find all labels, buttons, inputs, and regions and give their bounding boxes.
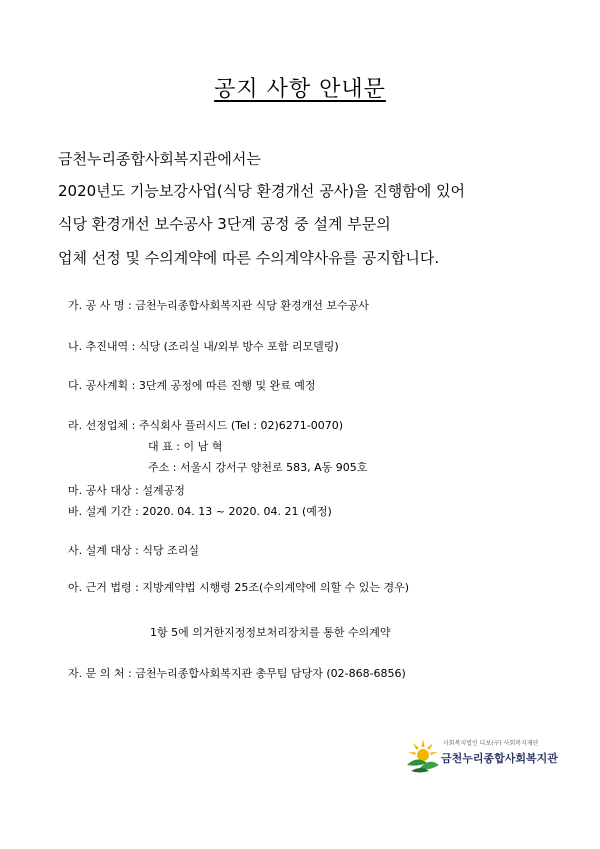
item-design-target: 사. 설계 대상 : 식당 조리실 (68, 544, 199, 557)
item-legal-basis-detail: 1항 5에 의거한지정정보처리장치를 통한 수의계약 (150, 626, 391, 639)
item-construction-name: 가. 공 사 명 : 금천누리종합사회복지관 식당 환경개선 보수공사 (68, 299, 369, 312)
item-construction-plan: 다. 공사계획 : 3단계 공정에 따른 진행 및 완료 예정 (68, 379, 316, 392)
item-contact: 자. 문 의 처 : 금천누리종합사회복지관 총무팀 담당자 (02-868-6856) (68, 667, 406, 680)
item-design-period: 바. 설계 기간 : 2020. 04. 13 ~ 2020. 04. 21 (예정) (68, 505, 332, 518)
intro-line-1: 금천누리종합사회복지관에서는 (58, 150, 261, 168)
intro-line-3: 식당 환경개선 보수공사 3단계 공정 중 설계 부문의 (58, 215, 391, 233)
item-work-details: 나. 추진내역 : 식당 (조리실 내/외부 방수 포함 리모델링) (68, 340, 339, 353)
item-legal-basis: 아. 근거 법령 : 지방계약법 시행령 25조(수의계약에 의할 수 있는 경우) (68, 581, 410, 594)
logo-subtitle: 사회복지법인 다보(구) 사회복지재단 (443, 740, 539, 747)
item-construction-target: 마. 공사 대상 : 설계공정 (68, 484, 185, 497)
item-company-address: 주소 : 서울시 강서구 양천로 583, A동 905호 (148, 461, 368, 474)
intro-line-2: 2020년도 기능보강사업(식당 환경개선 공사)을 진행함에 있어 (58, 182, 465, 200)
intro-line-4: 업체 선정 및 수의계약에 따른 수의계약사유를 공지합니다. (58, 249, 440, 267)
page-title-text: 공지 사항 안내문 (214, 77, 386, 102)
sun-leaves-logo-icon (405, 735, 441, 775)
logo-organization-name: 금천누리종합사회복지관 (441, 752, 558, 765)
item-company-representative: 대 표 : 이 남 혁 (148, 440, 223, 453)
item-selected-company: 라. 선정업체 : 주식회사 플러시드 (Tel : 02)6271-0070) (68, 419, 344, 432)
page-title (0, 72, 600, 103)
organization-logo (405, 735, 558, 775)
